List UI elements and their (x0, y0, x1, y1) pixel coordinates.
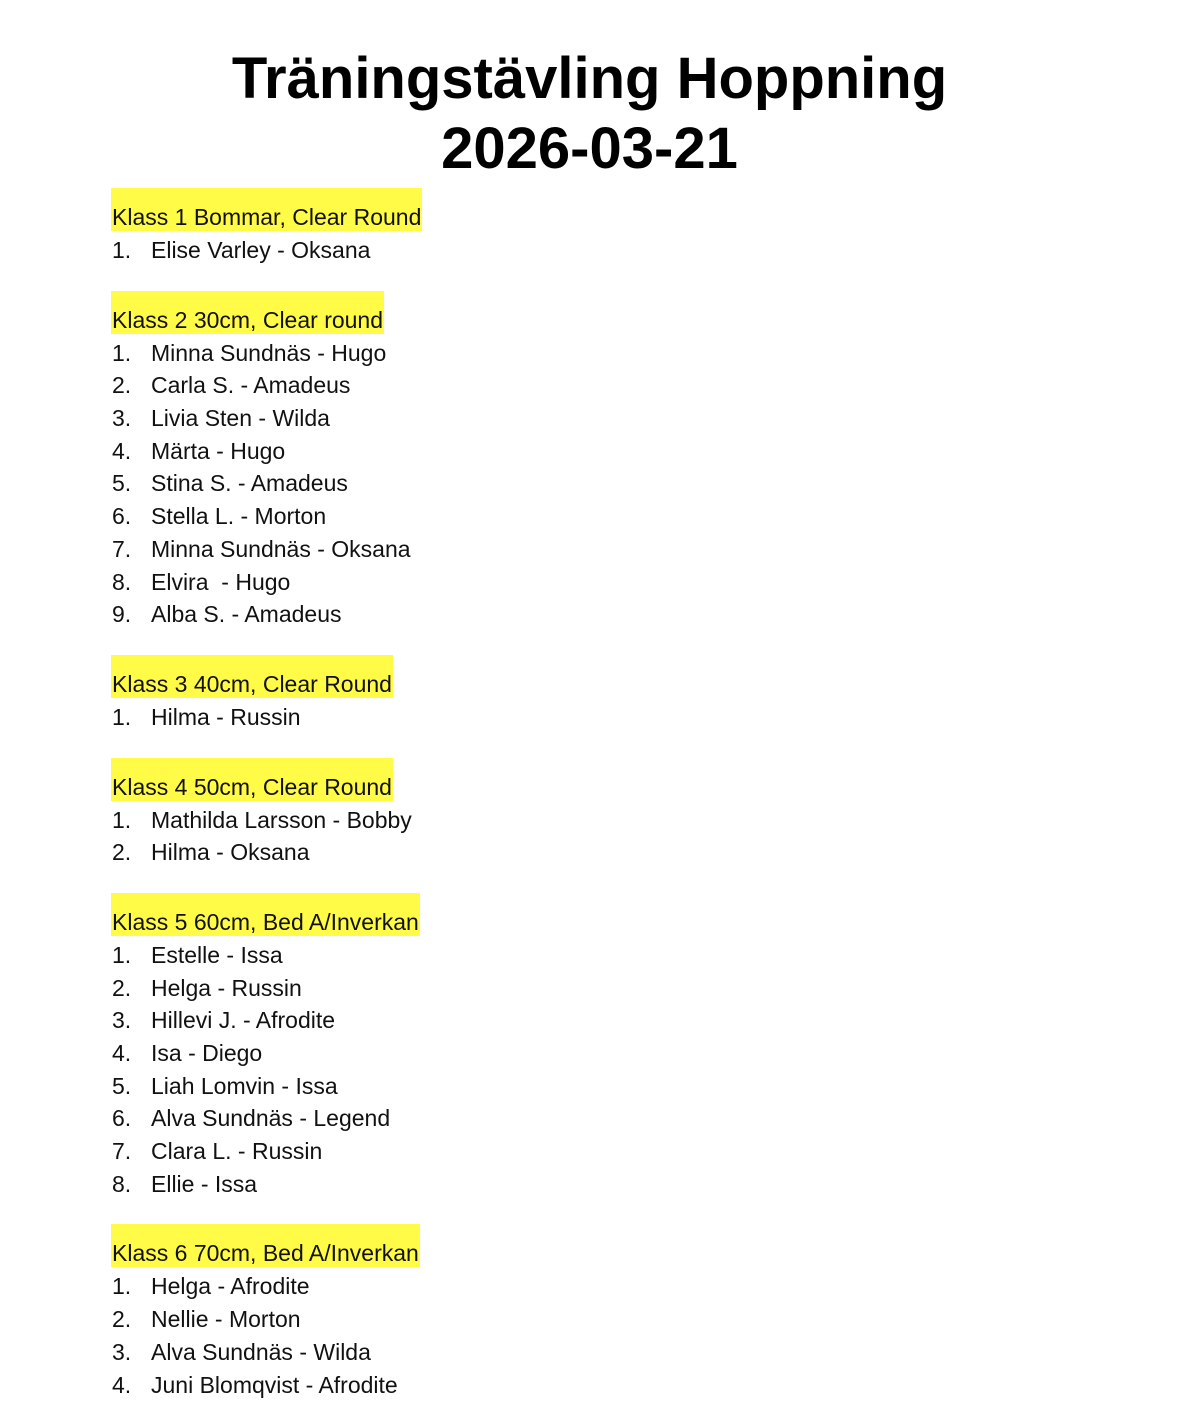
rider-horse-entry: Alva Sundnäs - Wilda (151, 1338, 371, 1365)
placement-number: 4. (112, 1371, 132, 1398)
page-title (0, 44, 1179, 184)
result-row (112, 701, 1012, 734)
rider-horse-entry: Alva Sundnäs - Legend (151, 1105, 391, 1132)
placement-number: 4. (112, 437, 132, 464)
placement-number: 6. (112, 503, 132, 530)
placement-number: 8. (112, 1170, 132, 1197)
rider-horse-entry: Helga - Afrodite (151, 1273, 310, 1300)
result-row (112, 533, 1012, 566)
result-row (112, 467, 1012, 500)
placement-number: 3. (112, 1007, 132, 1034)
placement-number: 7. (112, 1138, 132, 1165)
rider-horse-entry: Hilma - Russin (151, 703, 301, 730)
results-list (112, 701, 1012, 734)
rider-horse-entry: Clara L. - Russin (151, 1138, 323, 1165)
rider-horse-entry: Hillevi J. - Afrodite (151, 1007, 336, 1034)
class-heading: Klass 6 70cm, Bed A/Inverkan (111, 1224, 420, 1267)
placement-number: 1. (112, 703, 132, 730)
rider-horse-entry: Livia Sten - Wilda (151, 405, 330, 432)
result-row (112, 1102, 1012, 1135)
result-row (112, 500, 1012, 533)
class-section (112, 291, 1012, 631)
result-row (112, 939, 1012, 972)
placement-number: 2. (112, 974, 132, 1001)
class-heading: Klass 1 Bommar, Clear Round (111, 188, 422, 231)
rider-horse-entry: Stella L. - Morton (151, 503, 327, 530)
rider-horse-entry: Stina S. - Amadeus (151, 470, 348, 497)
rider-horse-entry: Elvira - Hugo (151, 568, 291, 595)
result-row (112, 1004, 1012, 1037)
result-row (112, 1369, 1012, 1402)
page-title-date: 2026-03-21 (441, 116, 738, 181)
rider-horse-entry: Juni Blomqvist - Afrodite (151, 1371, 398, 1398)
results-list (112, 234, 1012, 267)
result-row (112, 369, 1012, 402)
class-section (112, 1224, 1012, 1401)
results-list (112, 1270, 1012, 1401)
placement-number: 6. (112, 1105, 132, 1132)
class-section (112, 893, 1012, 1201)
placement-number: 3. (112, 1338, 132, 1365)
placement-number: 1. (112, 1273, 132, 1300)
result-row (112, 234, 1012, 267)
result-row (112, 337, 1012, 370)
placement-number: 2. (112, 1306, 132, 1333)
placement-number: 5. (112, 1072, 132, 1099)
rider-horse-entry: Ellie - Issa (151, 1170, 258, 1197)
class-heading: Klass 5 60cm, Bed A/Inverkan (111, 893, 420, 936)
class-heading: Klass 3 40cm, Clear Round (111, 655, 393, 698)
class-heading: Klass 2 30cm, Clear round (111, 291, 384, 334)
result-row (112, 566, 1012, 599)
class-section (112, 188, 1012, 267)
result-row (112, 972, 1012, 1005)
placement-number: 7. (112, 535, 132, 562)
rider-horse-entry: Hilma - Oksana (151, 839, 310, 866)
result-row (112, 598, 1012, 631)
placement-number: 3. (112, 405, 132, 432)
rider-horse-entry: Mathilda Larsson - Bobby (151, 806, 412, 833)
rider-horse-entry: Isa - Diego (151, 1040, 263, 1066)
result-row (112, 1336, 1012, 1369)
result-row (112, 804, 1012, 837)
placement-number: 1. (112, 339, 132, 366)
rider-horse-entry: Nellie - Morton (151, 1306, 301, 1333)
results-list (112, 939, 1012, 1201)
rider-horse-entry: Minna Sundnäs - Oksana (151, 535, 411, 562)
placement-number: 4. (112, 1040, 132, 1066)
results-list (112, 337, 1012, 631)
rider-horse-entry: Minna Sundnäs - Hugo (151, 339, 387, 366)
rider-horse-entry: Estelle - Issa (151, 941, 283, 968)
placement-number: 1. (112, 237, 132, 263)
placement-number: 9. (112, 601, 132, 628)
page-title-line-1: Träningstävling Hoppning (231, 46, 948, 111)
rider-horse-entry: Elise Varley - Oksana (151, 237, 371, 263)
placement-number: 2. (112, 372, 132, 399)
result-row (112, 1270, 1012, 1303)
rider-horse-entry: Helga - Russin (151, 974, 302, 1001)
placement-number: 2. (112, 839, 132, 866)
result-row (112, 1135, 1012, 1168)
result-row (112, 435, 1012, 468)
rider-horse-entry: Liah Lomvin - Issa (151, 1072, 338, 1099)
class-section (112, 758, 1012, 869)
result-row (112, 836, 1012, 869)
class-section (112, 655, 1012, 734)
placement-number: 1. (112, 806, 132, 833)
result-row (112, 1168, 1012, 1201)
class-results-list (112, 188, 1012, 1425)
rider-horse-entry: Märta - Hugo (151, 437, 286, 464)
placement-number: 1. (112, 941, 132, 968)
rider-horse-entry: Carla S. - Amadeus (151, 372, 351, 399)
result-row (112, 402, 1012, 435)
result-row (112, 1070, 1012, 1103)
placement-number: 5. (112, 470, 132, 497)
result-row (112, 1303, 1012, 1336)
class-heading: Klass 4 50cm, Clear Round (111, 758, 393, 801)
placement-number: 8. (112, 568, 132, 595)
result-row (112, 1037, 1012, 1070)
results-list (112, 804, 1012, 869)
rider-horse-entry: Alba S. - Amadeus (151, 601, 342, 628)
